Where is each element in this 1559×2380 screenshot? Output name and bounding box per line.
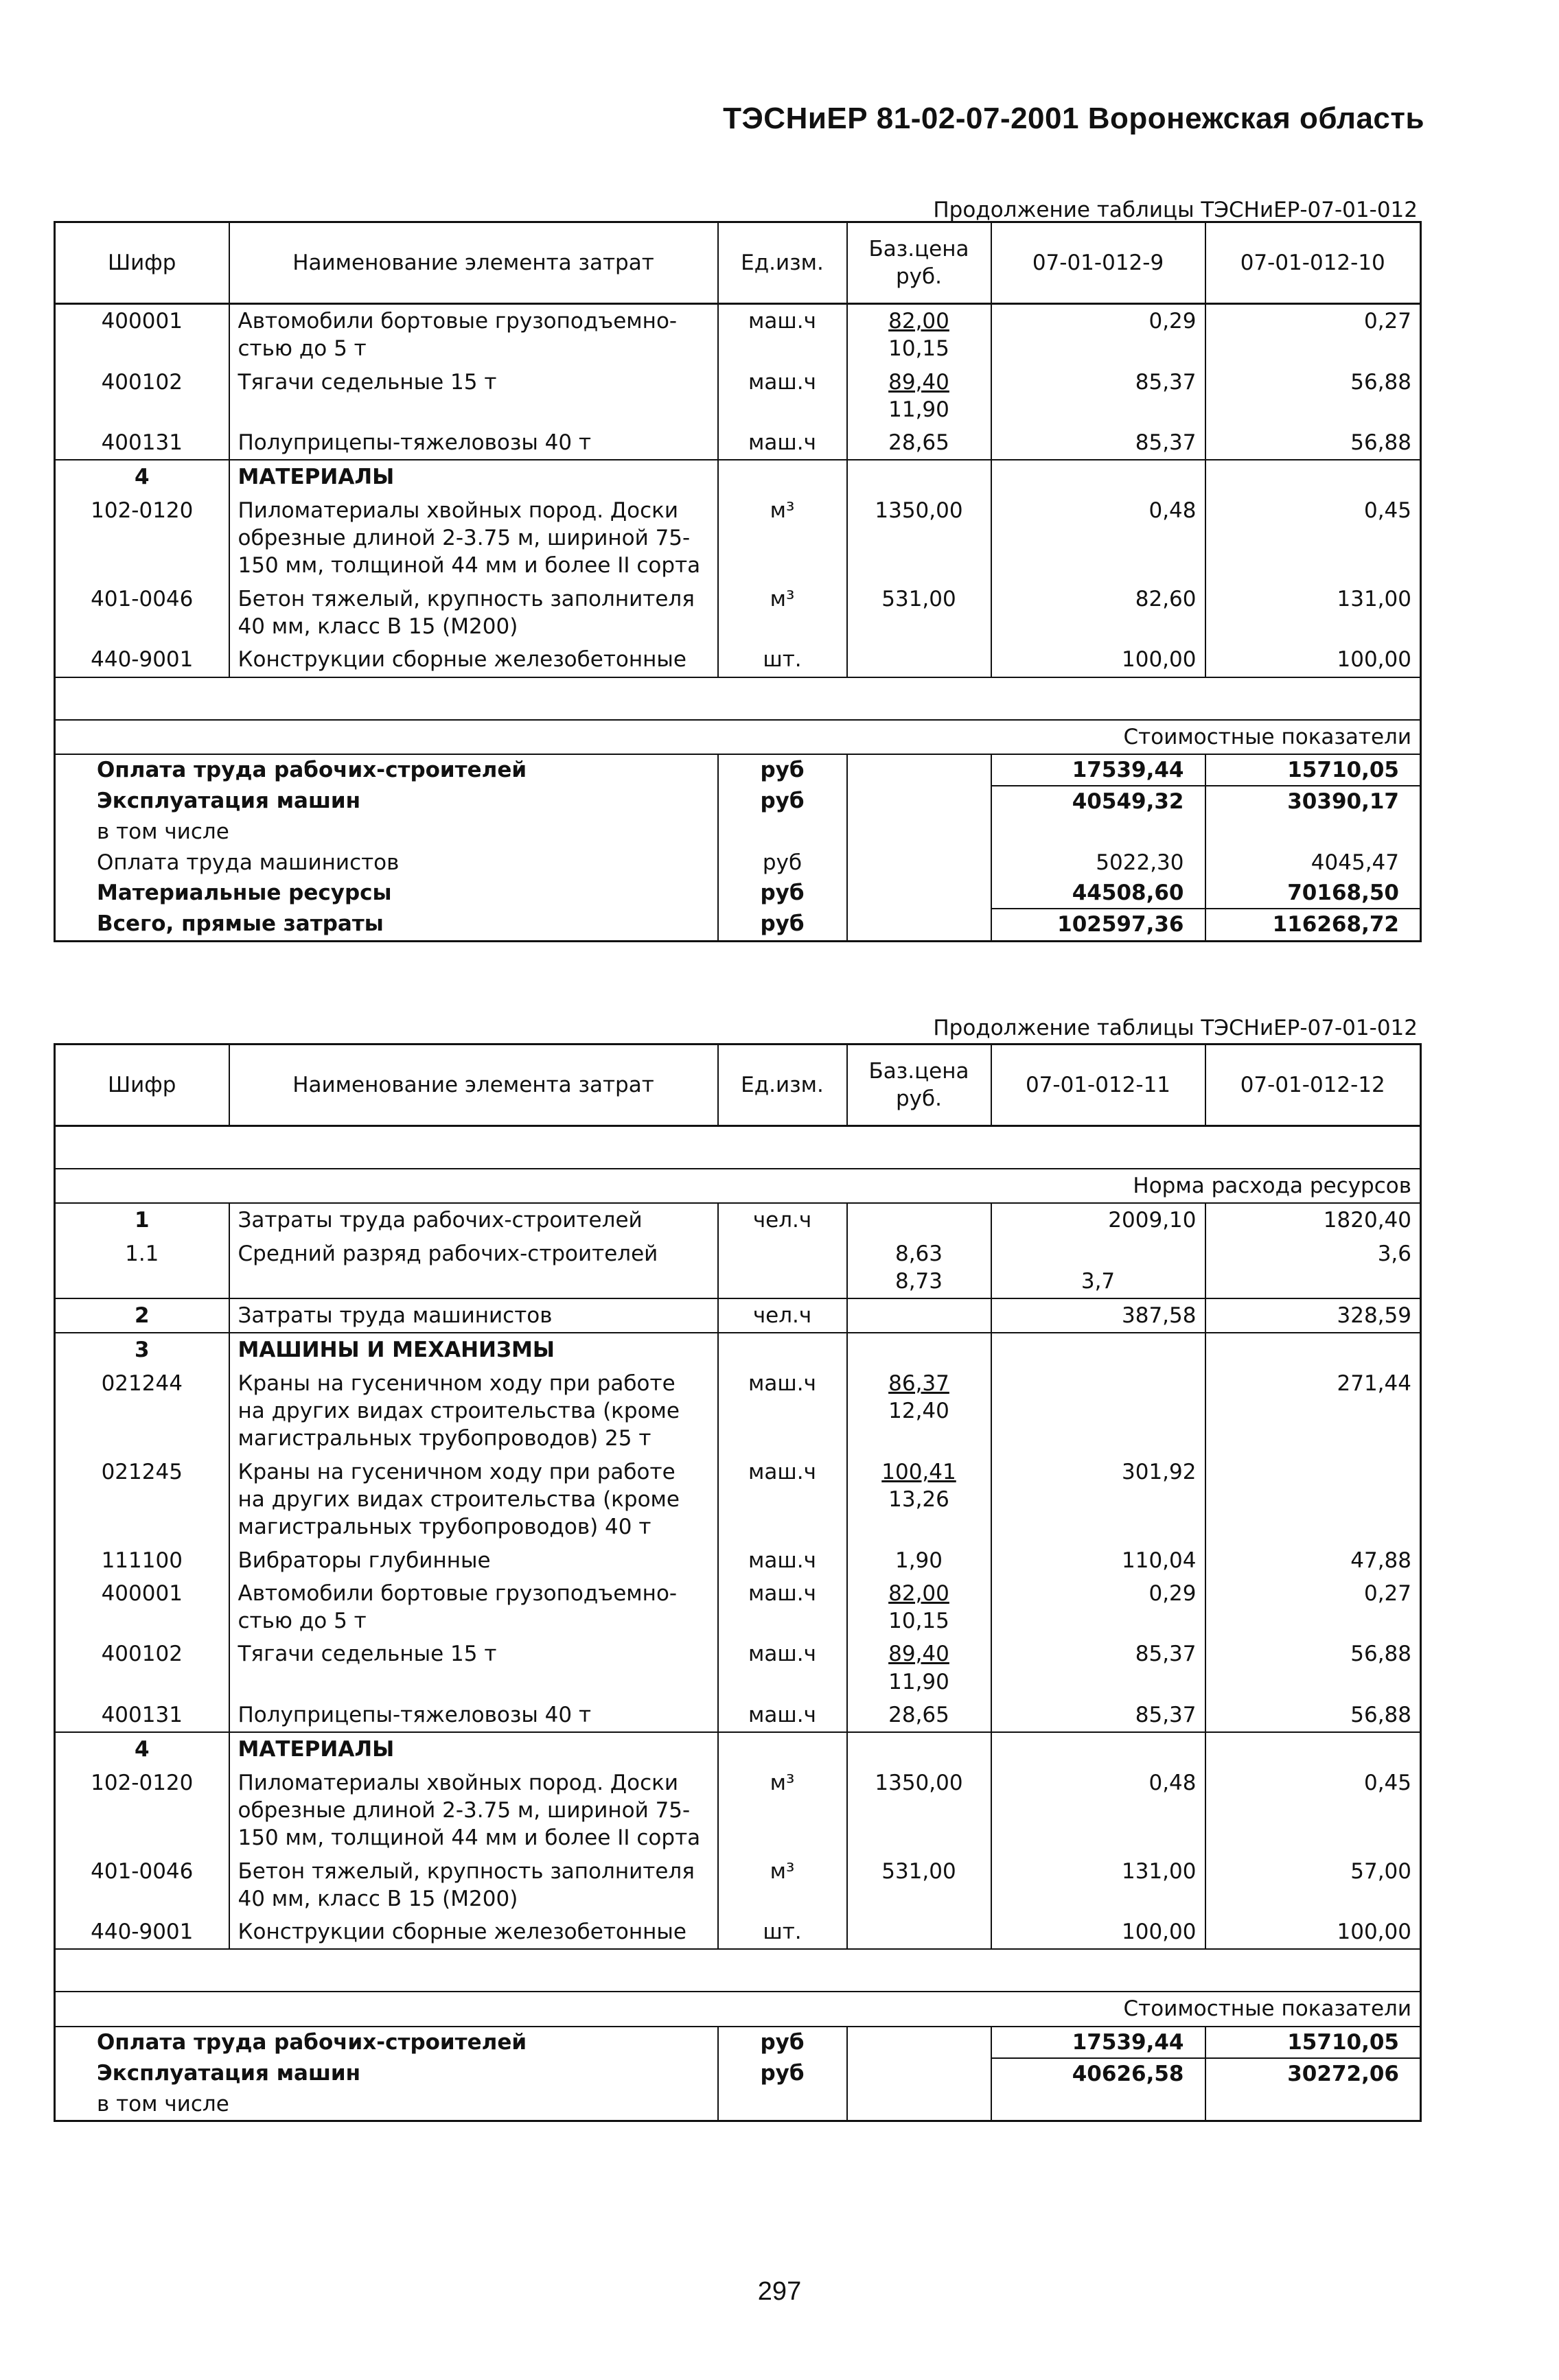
price-machine: 89,40 [888, 369, 949, 395]
cost-indicators-row [55, 720, 1421, 754]
empty-cell [1205, 460, 1421, 493]
row-unit: маш.ч [718, 1544, 847, 1577]
table1 [54, 221, 1422, 942]
row-price [847, 1203, 991, 1237]
empty-cell [847, 2058, 991, 2089]
table2 [54, 1043, 1422, 2122]
header-name: Наименование элемента затрат [229, 1045, 718, 1126]
row-value-a: 301,92 [991, 1456, 1205, 1544]
summary-unit: руб [718, 2027, 847, 2058]
row-name: Краны на гусеничном ходу при работе на других видах строительства (кроме магистральных трубопроводов) 25 т [229, 1367, 718, 1456]
section-row-materials [55, 1732, 1421, 1766]
row-value-b [1205, 1456, 1421, 1544]
table-row [55, 1855, 1421, 1916]
row-value-b: 100,00 [1337, 647, 1411, 673]
summary-unit: руб [718, 909, 847, 941]
row-code: 400102 [55, 366, 229, 427]
summary-value-a: 17539,44 [991, 2027, 1205, 2058]
empty-cell [991, 460, 1205, 493]
table-row [55, 1577, 1421, 1638]
row-name: Бетон тяжелый, крупность заполнителя 40 мм, класс В 15 (М200) [229, 583, 718, 644]
row-name: Пиломатериалы хвойных пород. Доски обрезные длиной 2-3.75 м, шириной 75-150 мм, толщиной 44 мм и более II сорта [229, 1766, 718, 1855]
header-col-b: 07-01-012-10 [1205, 222, 1421, 304]
row-value-b: 56,88 [1350, 369, 1411, 395]
summary-row [55, 2027, 1421, 2058]
table-row [55, 426, 1421, 460]
section-number: 4 [55, 1732, 229, 1766]
row-price: 1,90 [847, 1544, 991, 1577]
summary-value-a [991, 817, 1205, 847]
empty-cell [718, 1732, 847, 1766]
price-value: 8,63 [894, 1241, 943, 1266]
row-value-b: 0,27 [1363, 1580, 1411, 1606]
row-value-a: 0,29 [991, 304, 1205, 366]
row-name: Полуприцепы-тяжеловозы 40 т [229, 1699, 718, 1732]
row-value-b: 0,45 [1363, 498, 1411, 523]
summary-name: Оплата труда машинистов [55, 848, 718, 878]
row-code: 401-0046 [55, 583, 229, 644]
empty-cell [847, 848, 991, 878]
row-code: 400131 [55, 426, 229, 460]
row-price [847, 304, 991, 366]
price-machine: 82,00 [888, 309, 949, 334]
header-code: Шифр [55, 222, 229, 304]
summary-name: в том числе [55, 817, 718, 847]
row-value-a: 110,04 [991, 1544, 1205, 1577]
summary-name: Материальные ресурсы [55, 878, 718, 909]
spacer-row [55, 677, 1421, 720]
summary-value-b: 30390,17 [1287, 789, 1399, 815]
summary-row [55, 786, 1421, 817]
row-code: 440-9001 [55, 1915, 229, 1949]
section-number: 3 [55, 1333, 229, 1366]
row-value-a: 100,00 [991, 643, 1205, 677]
summary-value-b: 15710,05 [1205, 2027, 1421, 2058]
row-code: 021244 [55, 1367, 229, 1456]
value-a-line2: 3,7 [1081, 1268, 1116, 1294]
row-name: Автомобили бортовые грузоподъемно-стью до 5 т [229, 1577, 718, 1638]
row-value-a: 0,48 [991, 494, 1205, 583]
section-number: 4 [55, 460, 229, 493]
empty-cell [55, 1126, 1421, 1169]
table-row [55, 1915, 1421, 1949]
summary-row [55, 2058, 1421, 2089]
norm-label: Норма расхода ресурсов [55, 1169, 1421, 1203]
price-machine: 100,41 [881, 1459, 956, 1484]
summary-name: Оплата труда рабочих-строителей [55, 754, 718, 786]
row-value-b: 56,88 [1350, 430, 1411, 456]
row-value-a: 85,37 [991, 1637, 1205, 1699]
row-code: 111100 [55, 1544, 229, 1577]
table-row [55, 1544, 1421, 1577]
price-labor: 10,15 [888, 336, 949, 362]
section-title: МАТЕРИАЛЫ [229, 460, 718, 493]
row-value-b: 1820,40 [1205, 1203, 1421, 1237]
summary-row [55, 878, 1421, 909]
empty-cell [55, 677, 1421, 720]
table-row [55, 643, 1421, 677]
table-row [55, 1367, 1421, 1456]
row-price [847, 1367, 991, 1456]
row-value-b: 271,44 [1337, 1370, 1411, 1396]
cost-indicators-row [55, 1992, 1421, 2026]
row-value-b: 57,00 [1350, 1858, 1411, 1884]
empty-cell [847, 460, 991, 493]
row-unit: маш.ч [718, 1367, 847, 1456]
row-name: Средний разряд рабочих-строителей [229, 1237, 718, 1299]
empty-cell [847, 1732, 991, 1766]
summary-row [55, 848, 1421, 878]
section-row-machines [55, 1333, 1421, 1366]
summary-value-b [1205, 817, 1421, 847]
summary-value-b: 30272,06 [1287, 2062, 1399, 2087]
summary-value-b: 70168,50 [1205, 878, 1421, 909]
empty-cell [991, 1732, 1205, 1766]
price-machine: 86,37 [888, 1370, 949, 1396]
row-unit: маш.ч [718, 1577, 847, 1638]
row-price: 1350,00 [847, 494, 991, 583]
row-price [847, 1237, 991, 1299]
row-unit: м³ [718, 1766, 847, 1855]
header-code: Шифр [55, 1045, 229, 1126]
empty-cell [847, 1333, 991, 1366]
summary-row [55, 2089, 1421, 2121]
table1-caption: Продолжение таблицы ТЭСНиЕР-07-01-012 [933, 198, 1418, 222]
table-row [55, 1237, 1421, 1299]
row-unit: чел.ч [718, 1298, 847, 1333]
header-price: Баз.цена руб. [847, 1045, 991, 1126]
row-price: 28,65 [847, 1699, 991, 1732]
header-name: Наименование элемента затрат [229, 222, 718, 304]
empty-cell [55, 1949, 1421, 1992]
row-code: 440-9001 [55, 643, 229, 677]
empty-cell [847, 2027, 991, 2058]
table-row [55, 1298, 1421, 1333]
row-unit: маш.ч [718, 366, 847, 427]
table2-caption: Продолжение таблицы ТЭСНиЕР-07-01-012 [933, 1016, 1418, 1040]
row-value-b: 328,59 [1205, 1298, 1421, 1333]
summary-value-a: 44508,60 [991, 878, 1205, 909]
row-value-a: 85,37 [991, 426, 1205, 460]
empty-cell [847, 1298, 991, 1333]
empty-cell [718, 460, 847, 493]
summary-value-b [1205, 2089, 1421, 2121]
row-unit: маш.ч [718, 1637, 847, 1699]
row-unit: м³ [718, 494, 847, 583]
row-value-b: 3,6 [1377, 1241, 1411, 1266]
table-row [55, 583, 1421, 644]
summary-value-a [991, 2089, 1205, 2121]
row-code: 401-0046 [55, 1855, 229, 1916]
row-value-b: 47,88 [1350, 1548, 1411, 1573]
summary-row [55, 817, 1421, 847]
section-title: МАШИНЫ И МЕХАНИЗМЫ [229, 1333, 718, 1366]
summary-unit: руб [718, 754, 847, 786]
row-code: 2 [55, 1298, 229, 1333]
summary-name: Оплата труда рабочих-строителей [55, 2027, 718, 2058]
row-price: 531,00 [847, 1855, 991, 1916]
price-labor: 10,15 [888, 1609, 949, 1634]
summary-value-a: 5022,30 [991, 848, 1205, 878]
header-price: Баз.цена руб. [847, 222, 991, 304]
summary-value-a: 40549,32 [991, 786, 1205, 817]
row-code: 400131 [55, 1699, 229, 1732]
price-labor: 13,26 [888, 1486, 949, 1512]
header-col-a: 07-01-012-9 [991, 222, 1205, 304]
document-title: ТЭСНиЕР 81-02-07-2001 Воронежская область [723, 102, 1424, 135]
price-labor: 11,90 [888, 397, 949, 422]
summary-row [55, 754, 1421, 786]
section-title: МАТЕРИАЛЫ [229, 1732, 718, 1766]
row-price: 28,65 [847, 426, 991, 460]
summary-row-total [55, 909, 1421, 941]
summary-unit [718, 2089, 847, 2121]
summary-value-b: 4045,47 [1310, 850, 1399, 875]
row-value-b: 131,00 [1337, 586, 1411, 611]
row-value-a: 100,00 [991, 1915, 1205, 1949]
table-row [55, 1766, 1421, 1855]
table1-header-row [55, 222, 1421, 304]
row-unit: маш.ч [718, 1699, 847, 1732]
table-row [55, 304, 1421, 366]
summary-unit: руб [718, 2058, 847, 2089]
spacer-row [55, 1126, 1421, 1169]
row-price: 1350,00 [847, 1766, 991, 1855]
row-code: 400102 [55, 1637, 229, 1699]
row-name: Тягачи седельные 15 т [229, 1637, 718, 1699]
row-unit: шт. [718, 1915, 847, 1949]
cost-indicators-label: Стоимостные показатели [55, 1992, 1421, 2026]
table-row [55, 366, 1421, 427]
table-row [55, 1637, 1421, 1699]
row-value-a: 0,29 [991, 1577, 1205, 1638]
row-code: 102-0120 [55, 494, 229, 583]
spacer-row [55, 1949, 1421, 1992]
price-machine: 89,40 [888, 1642, 949, 1667]
table-row [55, 1699, 1421, 1732]
row-unit: маш.ч [718, 304, 847, 366]
row-price [847, 1456, 991, 1544]
empty-cell [847, 909, 991, 941]
row-name: Конструкции сборные железобетонные [229, 1915, 718, 1949]
row-value-a [991, 1367, 1205, 1456]
summary-value-b: 116268,72 [1205, 909, 1421, 941]
summary-name: Всего, прямые затраты [55, 909, 718, 941]
row-name: Бетон тяжелый, крупность заполнителя 40 мм, класс В 15 (М200) [229, 1855, 718, 1916]
row-value-a: 2009,10 [991, 1203, 1205, 1237]
row-name: Пиломатериалы хвойных пород. Доски обрезные длиной 2-3.75 м, шириной 75-150 мм, толщиной 44 мм и более II сорта [229, 494, 718, 583]
price-labor: 11,90 [888, 1669, 949, 1694]
summary-value-a: 17539,44 [991, 754, 1205, 786]
table-row [55, 1203, 1421, 1237]
price-value-2: 8,73 [894, 1268, 943, 1294]
row-price [847, 643, 991, 677]
row-name: Затраты труда рабочих-строителей [229, 1203, 718, 1237]
summary-value-a: 40626,58 [991, 2058, 1205, 2089]
row-code: 400001 [55, 1577, 229, 1638]
row-price [847, 366, 991, 427]
cost-indicators-label: Стоимостные показатели [55, 720, 1421, 754]
empty-cell [847, 878, 991, 909]
row-price [847, 1915, 991, 1949]
summary-value-b: 15710,05 [1205, 754, 1421, 786]
empty-cell [718, 1333, 847, 1366]
price-labor: 12,40 [888, 1399, 949, 1424]
row-price [847, 1577, 991, 1638]
norm-label-row [55, 1169, 1421, 1203]
price-machine: 82,00 [888, 1580, 949, 1606]
row-value-a: 0,48 [991, 1766, 1205, 1855]
row-value-a: 387,58 [991, 1298, 1205, 1333]
row-unit: маш.ч [718, 426, 847, 460]
summary-name: в том числе [55, 2089, 718, 2121]
row-price [847, 1637, 991, 1699]
row-value-a: 85,37 [991, 366, 1205, 427]
row-name: Конструкции сборные железобетонные [229, 643, 718, 677]
row-value-b: 56,88 [1350, 1703, 1411, 1728]
table2-header-row [55, 1045, 1421, 1126]
row-unit: шт. [718, 643, 847, 677]
header-unit: Ед.изм. [718, 1045, 847, 1126]
header-col-b: 07-01-012-12 [1205, 1045, 1421, 1126]
table-row [55, 494, 1421, 583]
row-value-b: 100,00 [1337, 1920, 1411, 1945]
row-code: 400001 [55, 304, 229, 366]
empty-cell [991, 1333, 1205, 1366]
row-code: 102-0120 [55, 1766, 229, 1855]
empty-cell [847, 754, 991, 786]
empty-cell [1205, 1732, 1421, 1766]
row-code: 021245 [55, 1456, 229, 1544]
row-code: 1 [55, 1203, 229, 1237]
row-value-b: 0,27 [1363, 309, 1411, 334]
row-value-a: 82,60 [991, 583, 1205, 644]
row-name: Краны на гусеничном ходу при работе на других видах строительства (кроме магистральных трубопроводов) 40 т [229, 1456, 718, 1544]
summary-name: Эксплуатация машин [55, 786, 718, 817]
row-unit: м³ [718, 1855, 847, 1916]
table-row [55, 1456, 1421, 1544]
row-unit [718, 1237, 847, 1299]
page-number: 297 [757, 2277, 802, 2306]
row-value-b: 0,45 [1363, 1770, 1411, 1795]
empty-cell [847, 786, 991, 817]
empty-cell [847, 2089, 991, 2121]
row-name: Автомобили бортовые грузоподъемно-стью до 5 т [229, 304, 718, 366]
row-unit: чел.ч [718, 1203, 847, 1237]
row-name: Тягачи седельные 15 т [229, 366, 718, 427]
summary-name: Эксплуатация машин [55, 2058, 718, 2089]
row-code: 1.1 [55, 1237, 229, 1299]
section-row-materials [55, 460, 1421, 493]
header-unit: Ед.изм. [718, 222, 847, 304]
header-col-a: 07-01-012-11 [991, 1045, 1205, 1126]
empty-cell [847, 817, 991, 847]
row-price: 531,00 [847, 583, 991, 644]
row-value-a: 85,37 [991, 1699, 1205, 1732]
row-unit: маш.ч [718, 1456, 847, 1544]
summary-unit [718, 817, 847, 847]
row-name: Затраты труда машинистов [229, 1298, 718, 1333]
summary-unit: руб [718, 878, 847, 909]
row-name: Полуприцепы-тяжеловозы 40 т [229, 426, 718, 460]
row-value-a: 131,00 [991, 1855, 1205, 1916]
row-value-a [991, 1237, 1205, 1299]
row-name: Вибраторы глубинные [229, 1544, 718, 1577]
row-value-b: 56,88 [1350, 1642, 1411, 1667]
empty-cell [1205, 1333, 1421, 1366]
summary-value-a: 102597,36 [991, 909, 1205, 941]
summary-unit: руб [718, 786, 847, 817]
row-unit: м³ [718, 583, 847, 644]
summary-unit: руб [718, 848, 847, 878]
